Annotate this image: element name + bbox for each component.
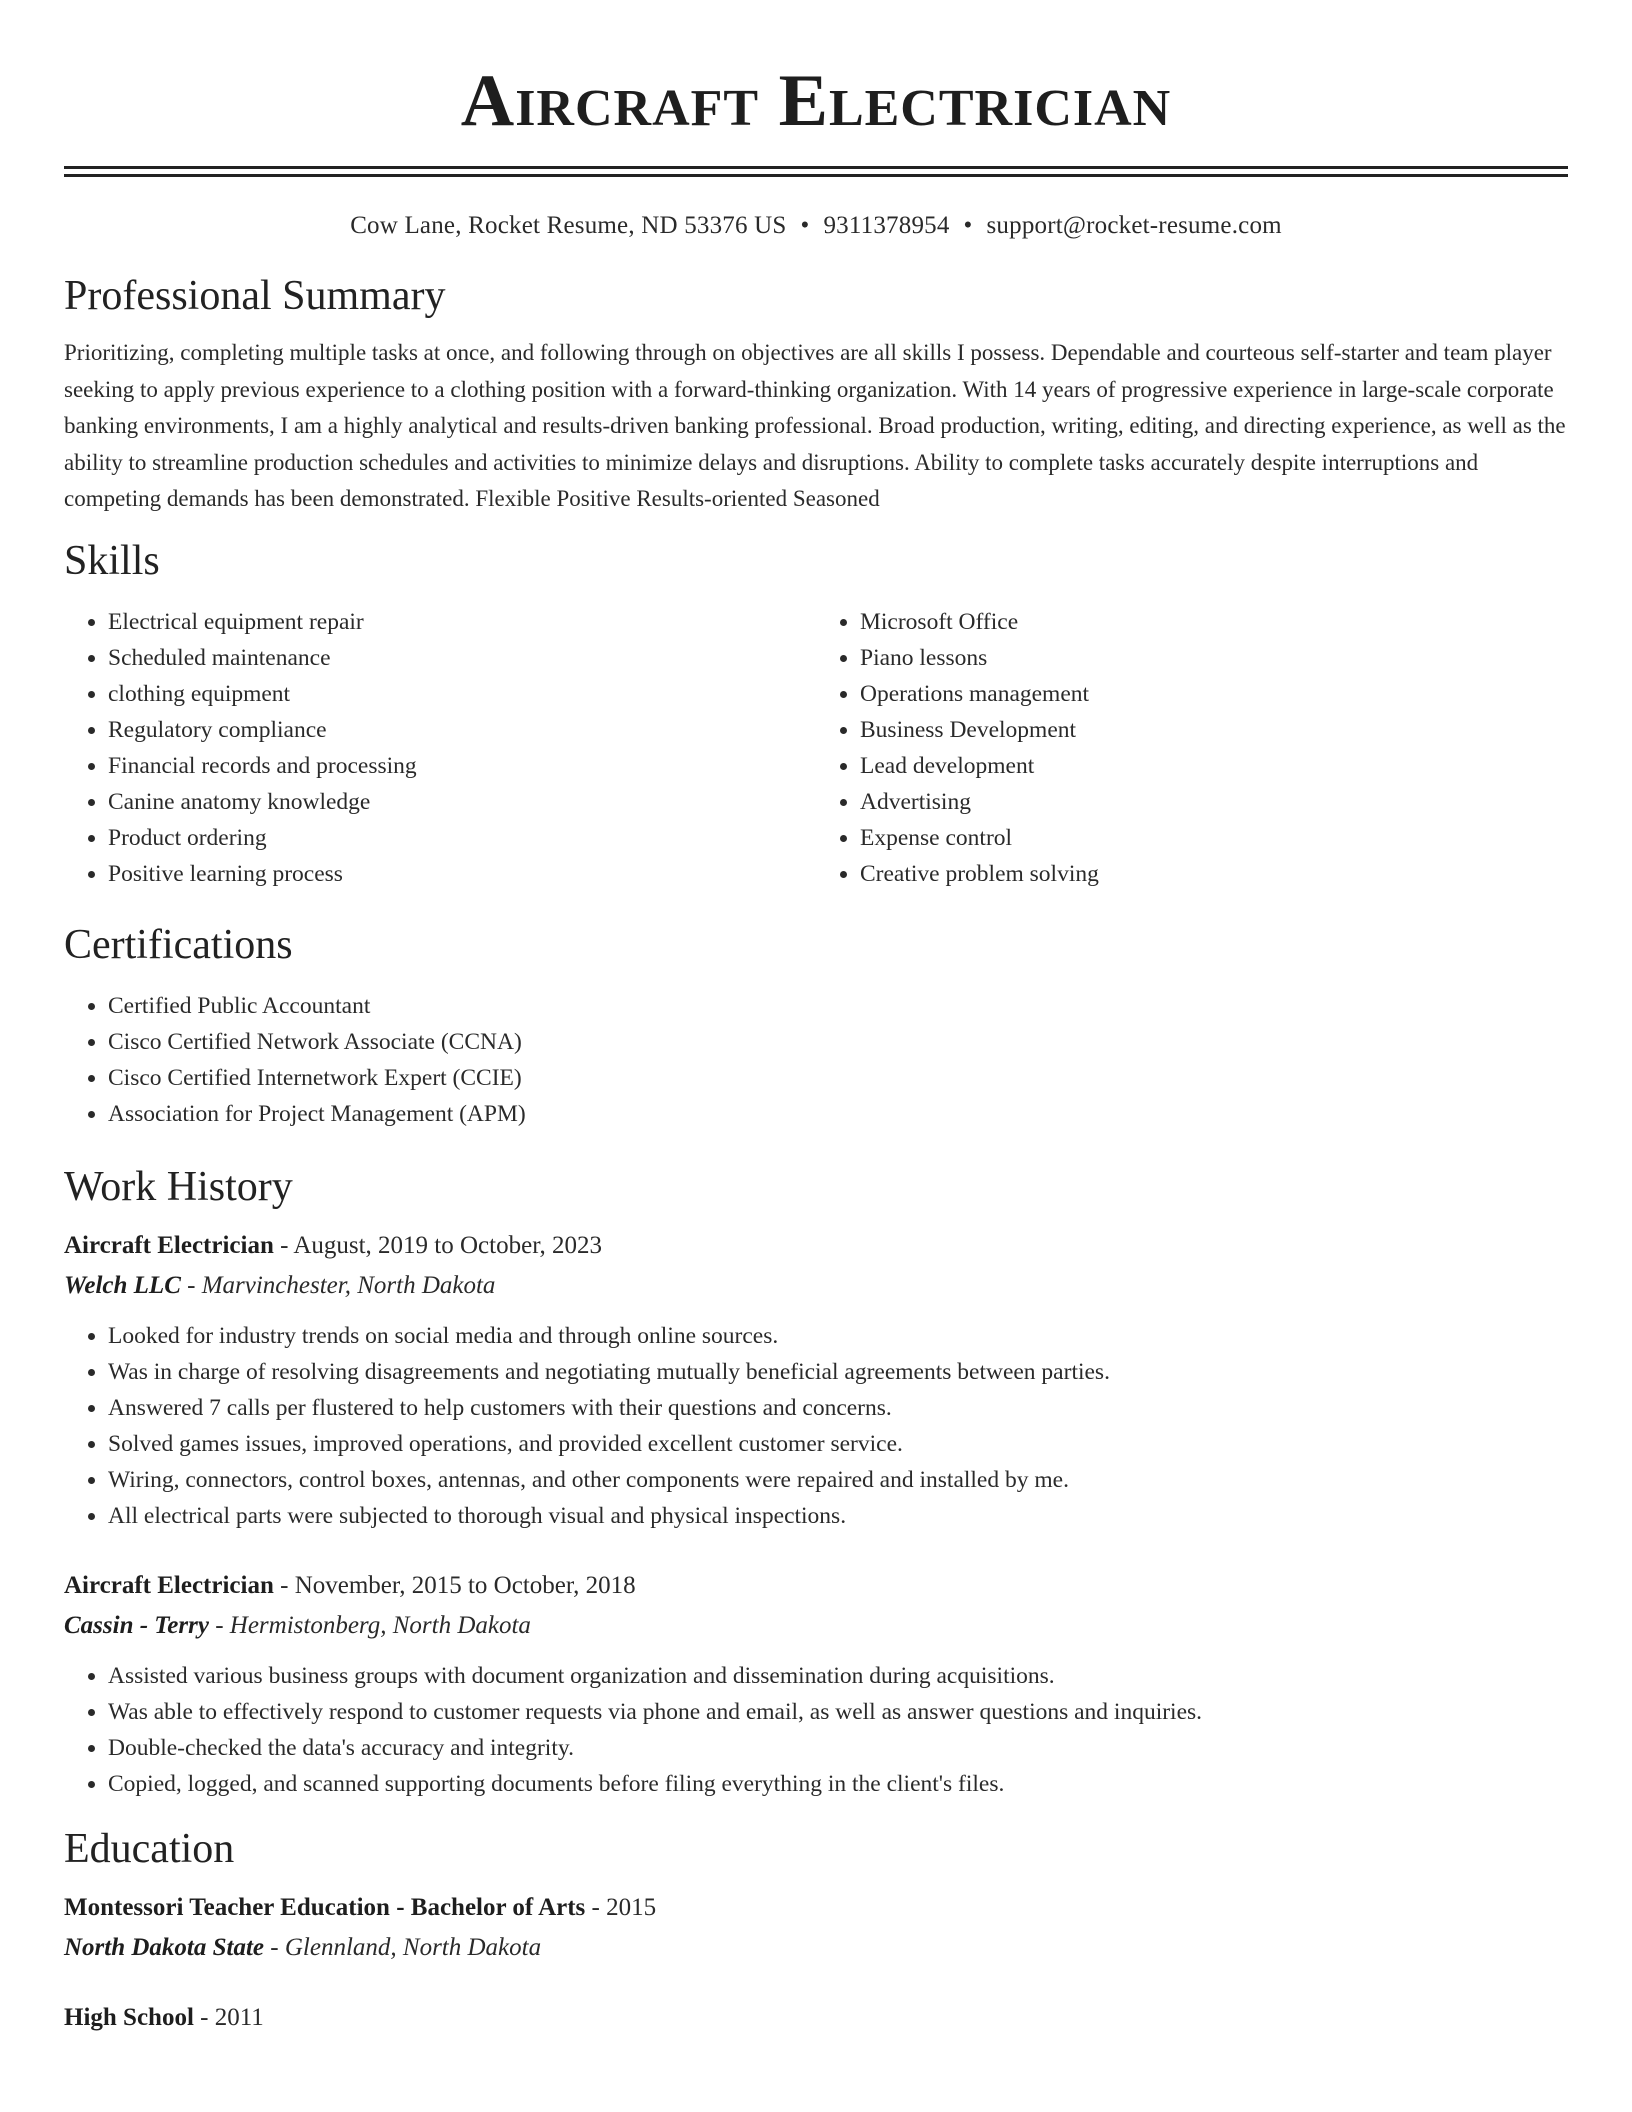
certification-item: • Cisco Certified Network Associate (CCNA) — [108, 1024, 1568, 1060]
skills-heading: Skills — [64, 537, 160, 584]
job-entry — [64, 1226, 1568, 1534]
job-bullet: • Wiring, connectors, control boxes, antennas, and other components were repaired and installed by me. — [108, 1462, 1568, 1498]
skills-columns — [64, 604, 1568, 892]
job-location: - Marvinchester, North Dakota — [180, 1271, 496, 1299]
education-degree: Montessori Teacher Education - Bachelor of Arts — [64, 1893, 586, 1921]
skill-item: • Microsoft Office — [860, 604, 1568, 640]
job-bullet: • All electrical parts were subjected to thorough visual and physical inspections. — [108, 1498, 1568, 1534]
certification-item: • Certified Public Accountant — [108, 988, 1568, 1024]
certification-item: • Cisco Certified Internetwork Expert (CCIE) — [108, 1060, 1568, 1096]
certification-item: • Association for Project Management (APM) — [108, 1096, 1568, 1132]
education-degree: High School — [64, 2003, 194, 2031]
job-dates: - August, 2019 to October, 2023 — [273, 1231, 603, 1259]
job-dates: - November, 2015 to October, 2018 — [273, 1571, 636, 1599]
contact-email: support@rocket-resume.com — [986, 212, 1282, 239]
job-bullet: • Looked for industry trends on social media and through online sources. — [108, 1318, 1568, 1354]
header-rule-bottom — [64, 174, 1568, 177]
job-location: - Hermistonberg, North Dakota — [208, 1611, 531, 1639]
education-year: - 2015 — [585, 1893, 657, 1921]
job-bullet: • Double-checked the data's accuracy and integrity. — [108, 1730, 1568, 1766]
job-company-line — [64, 1606, 1568, 1646]
certifications-list — [64, 988, 1568, 1132]
job-bullet: • Was in charge of resolving disagreements and negotiating mutually beneficial agreements between parties. — [108, 1354, 1568, 1390]
skill-item: • Scheduled maintenance — [108, 640, 816, 676]
education-entry — [64, 1888, 1568, 1968]
job-bullet: • Solved games issues, improved operations, and provided excellent customer service. — [108, 1426, 1568, 1462]
skill-item: • Piano lessons — [860, 640, 1568, 676]
skill-item: • Financial records and processing — [108, 748, 816, 784]
education-entry — [64, 1998, 1568, 2038]
skill-item: • Business Development — [860, 712, 1568, 748]
job-bullet: • Answered 7 calls per flustered to help customers with their questions and concerns. — [108, 1390, 1568, 1426]
contact-separator: • — [963, 212, 973, 239]
education-year: - 2011 — [193, 2003, 264, 2031]
contact-separator: • — [800, 212, 810, 239]
contact-line — [64, 211, 1568, 241]
job-title-line — [64, 1226, 1568, 1266]
job-company: Welch LLC — [64, 1271, 181, 1299]
job-title: Aircraft Electrician — [64, 1571, 274, 1599]
summary-heading: Professional Summary — [64, 273, 446, 319]
education-degree-line — [64, 1888, 1568, 1928]
skill-item: • Lead development — [860, 748, 1568, 784]
skills-list-left — [64, 604, 816, 892]
education-school: North Dakota State — [64, 1933, 265, 1961]
skill-item: • Expense control — [860, 820, 1568, 856]
contact-phone: 9311378954 — [823, 212, 950, 239]
skill-item: • Canine anatomy knowledge — [108, 784, 816, 820]
certifications-heading: Certifications — [64, 921, 293, 968]
skill-item: • Product ordering — [108, 820, 816, 856]
skill-item: • Advertising — [860, 784, 1568, 820]
skill-item: • Regulatory compliance — [108, 712, 816, 748]
contact-address: Cow Lane, Rocket Resume, ND 53376 US — [350, 212, 787, 239]
skill-item: • Electrical equipment repair — [108, 604, 816, 640]
job-entry — [64, 1566, 1568, 1802]
job-bullet: • Assisted various business groups with document organization and dissemination during acquisitions. — [108, 1658, 1568, 1694]
job-bullet: • Copied, logged, and scanned supporting documents before filing everything in the client's files. — [108, 1766, 1568, 1802]
summary-text: Prioritizing, completing multiple tasks at once, and following through on objectives are all skills I possess. Dependable and courteous self-starter and team player seeking to apply previous experience to a clothing position with a forward-thinking organization. With 14 years of progressive experience in large-scale corporate banking environments, I am a highly analytical and results-driven banking professional. Broad production, writing, editing, and directing experience, as well as the ability to streamline production schedules and activities to minimize delays and disruptions. Ability to complete tasks accurately despite interruptions and competing demands has been demonstrated. Flexible Positive Results-oriented Seasoned — [64, 340, 1566, 511]
skill-item: • Positive learning process — [108, 856, 816, 892]
skill-item: • Creative problem solving — [860, 856, 1568, 892]
work-history-heading: Work History — [64, 1163, 293, 1210]
job-title-line — [64, 1566, 1568, 1606]
job-bullets — [64, 1658, 1568, 1802]
job-title: Aircraft Electrician — [64, 1231, 274, 1259]
education-degree-line — [64, 1998, 1568, 2038]
skill-item: • Operations management — [860, 676, 1568, 712]
skills-list-right — [816, 604, 1568, 892]
job-company-line — [64, 1266, 1568, 1306]
resume-name-title: Aircraft Electrician — [460, 60, 1172, 142]
education-location: - Glennland, North Dakota — [264, 1933, 542, 1961]
header-rule-top — [64, 166, 1568, 169]
job-bullets — [64, 1318, 1568, 1534]
education-school-line — [64, 1928, 1568, 1968]
education-heading: Education — [64, 1825, 235, 1872]
job-company: Cassin - Terry — [64, 1611, 209, 1639]
skill-item: • clothing equipment — [108, 676, 816, 712]
job-bullet: • Was able to effectively respond to customer requests via phone and email, as well as answer questions and inquiries. — [108, 1694, 1568, 1730]
